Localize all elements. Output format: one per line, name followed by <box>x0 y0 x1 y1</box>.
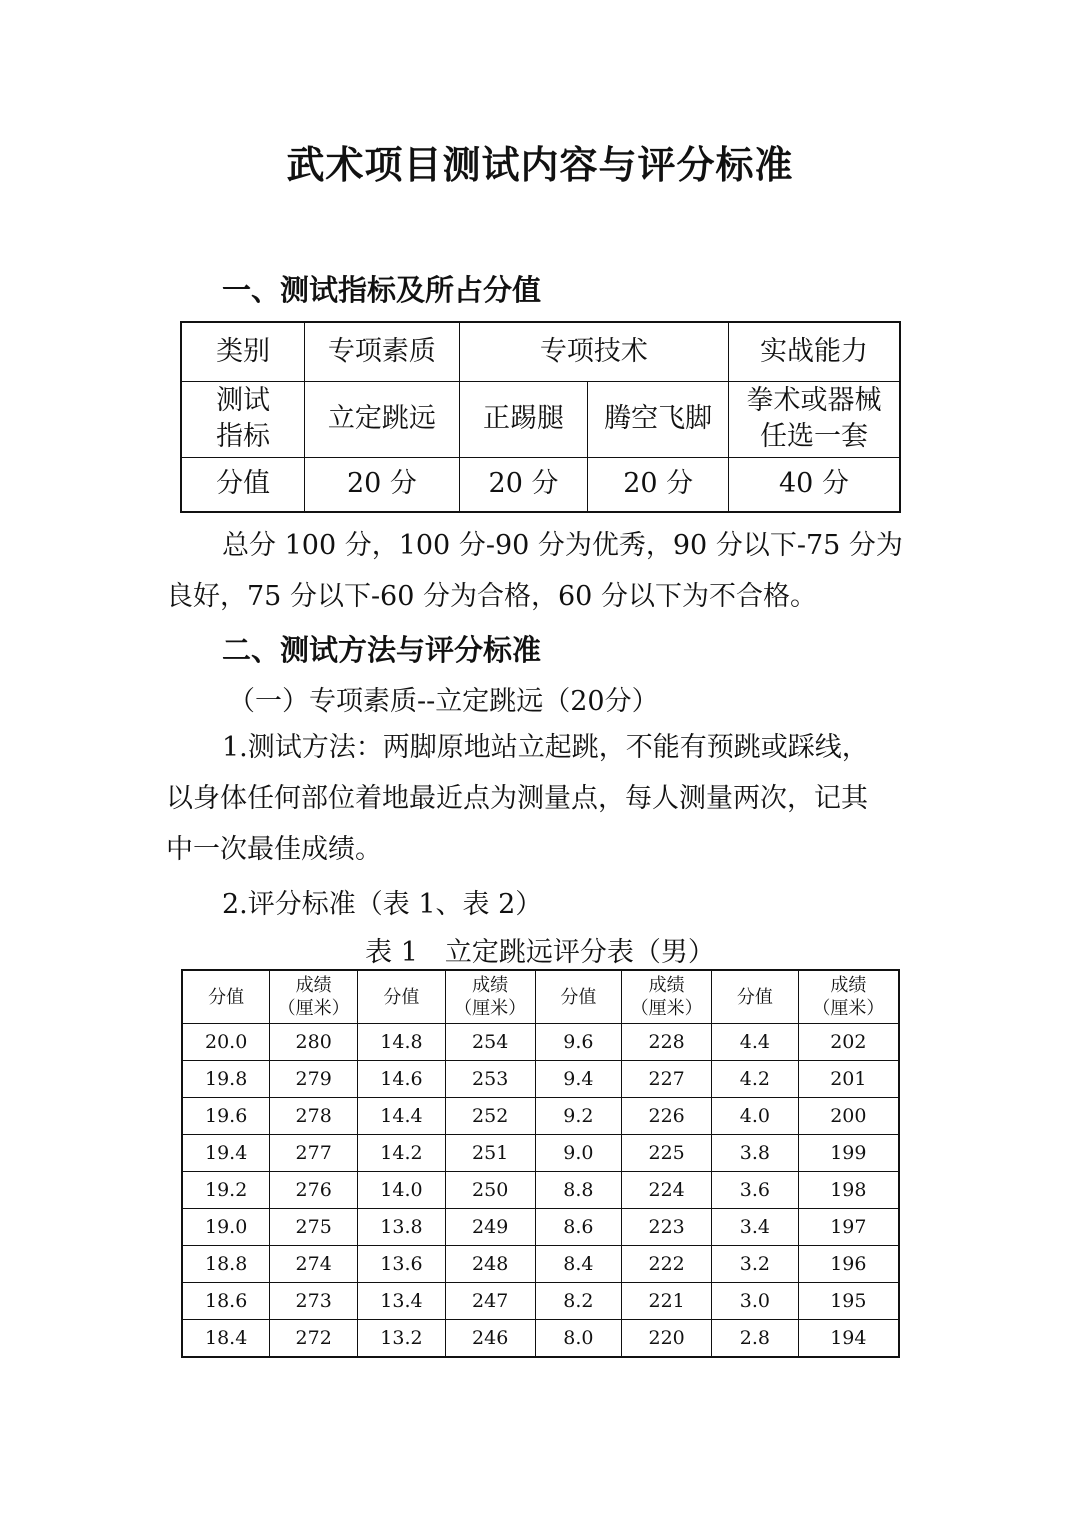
cell-line: 任选一套 <box>759 421 868 452</box>
table-cell: 20 分 <box>588 457 729 512</box>
table-cell: 13.6 <box>358 1246 446 1283</box>
table-row <box>182 1135 899 1172</box>
table-cell: 252 <box>445 1098 535 1135</box>
table-cell: 9.4 <box>535 1061 622 1098</box>
table-cell: 4.0 <box>712 1098 799 1135</box>
table-cell: 276 <box>270 1172 358 1209</box>
header-score: 分值 <box>182 970 270 1024</box>
table-cell: 专项技术 <box>459 322 728 381</box>
table-cell: 2.8 <box>712 1320 799 1358</box>
cell-line: 指标 <box>216 421 271 452</box>
text-line <box>166 520 926 571</box>
scoring-criteria: 2.评分标准（表 1、表 2） <box>222 889 543 920</box>
table-cell: 220 <box>622 1320 712 1358</box>
table-cell: 280 <box>270 1024 358 1061</box>
index-table <box>180 321 901 513</box>
score-note <box>166 520 926 622</box>
table-cell: 13.8 <box>358 1209 446 1246</box>
table-cell: 279 <box>270 1061 358 1098</box>
table-cell: 275 <box>270 1209 358 1246</box>
table-cell: 273 <box>270 1283 358 1320</box>
header-score: 分值 <box>358 970 446 1024</box>
table-cell: 254 <box>445 1024 535 1061</box>
header-result <box>798 970 899 1024</box>
table-cell: 277 <box>270 1135 358 1172</box>
table-cell: 228 <box>622 1024 712 1061</box>
header-line: （厘米） <box>812 998 885 1019</box>
header-score: 分值 <box>712 970 799 1024</box>
table-cell: 272 <box>270 1320 358 1358</box>
table-cell: 20.0 <box>182 1024 270 1061</box>
table-cell: 专项素质 <box>305 322 460 381</box>
table-cell <box>728 381 900 457</box>
header-score: 分值 <box>535 970 622 1024</box>
table-cell: 14.2 <box>358 1135 446 1172</box>
table-cell: 3.6 <box>712 1172 799 1209</box>
table-cell: 19.2 <box>182 1172 270 1209</box>
test-method <box>166 722 926 875</box>
text-line: 良好，75 分以下-60 分为合格，60 分以下为不合格。 <box>166 581 817 612</box>
text-span: 1.测试方法：两脚原地站立起跳，不能有预跳或踩线， <box>222 732 869 763</box>
table-cell: 14.0 <box>358 1172 446 1209</box>
header-line: 成绩 <box>472 975 509 996</box>
index-table-row <box>181 457 900 512</box>
table-cell: 9.6 <box>535 1024 622 1061</box>
index-table-row <box>181 322 900 381</box>
table-cell: 201 <box>798 1061 899 1098</box>
table-cell: 19.6 <box>182 1098 270 1135</box>
table-cell: 221 <box>622 1283 712 1320</box>
table-cell: 198 <box>798 1172 899 1209</box>
text-line: 中一次最佳成绩。 <box>166 834 382 865</box>
cell-line: 拳术或器械 <box>746 385 882 416</box>
table-cell: 246 <box>445 1320 535 1358</box>
table-cell: 立定跳远 <box>305 381 460 457</box>
table-cell: 4.4 <box>712 1024 799 1061</box>
header-line: 成绩 <box>830 975 867 996</box>
table-cell: 4.2 <box>712 1061 799 1098</box>
table-cell: 278 <box>270 1098 358 1135</box>
table-cell: 3.0 <box>712 1283 799 1320</box>
table-cell: 19.8 <box>182 1061 270 1098</box>
table-cell: 20 分 <box>459 457 588 512</box>
table-cell: 19.4 <box>182 1135 270 1172</box>
section2-heading: 二、测试方法与评分标准 <box>222 633 542 667</box>
table-cell: 197 <box>798 1209 899 1246</box>
table-cell: 3.8 <box>712 1135 799 1172</box>
table-cell: 14.8 <box>358 1024 446 1061</box>
table-cell: 8.8 <box>535 1172 622 1209</box>
table1-caption: 表 1 立定跳远评分表（男） <box>365 937 715 968</box>
table-cell: 实战能力 <box>728 322 900 381</box>
table-cell: 226 <box>622 1098 712 1135</box>
table-cell: 14.4 <box>358 1098 446 1135</box>
score-table <box>181 969 900 1358</box>
table-cell: 9.0 <box>535 1135 622 1172</box>
table-cell: 3.2 <box>712 1246 799 1283</box>
table-cell: 40 分 <box>728 457 900 512</box>
table-cell: 222 <box>622 1246 712 1283</box>
page-title: 武术项目测试内容与评分标准 <box>286 143 794 187</box>
header-line: 成绩 <box>648 975 685 996</box>
table-row <box>182 1320 899 1358</box>
subsection-heading: （一）专项素质--立定跳远（20分） <box>228 686 659 717</box>
table-cell: 8.2 <box>535 1283 622 1320</box>
table-cell: 13.4 <box>358 1283 446 1320</box>
table-cell: 19.0 <box>182 1209 270 1246</box>
table-cell: 202 <box>798 1024 899 1061</box>
table-cell: 200 <box>798 1098 899 1135</box>
text-span: 总分 100 分，100 分-90 分为优秀，90 分以下-75 分为 <box>222 530 903 561</box>
table-cell: 196 <box>798 1246 899 1283</box>
table-row <box>182 1098 899 1135</box>
table-cell <box>181 381 305 457</box>
table-cell: 腾空飞脚 <box>588 381 729 457</box>
table-row <box>182 1283 899 1320</box>
header-line: （厘米） <box>454 998 527 1019</box>
table-cell: 13.2 <box>358 1320 446 1358</box>
text-line <box>166 722 926 773</box>
table-cell: 194 <box>798 1320 899 1358</box>
table-cell: 18.6 <box>182 1283 270 1320</box>
table-cell: 251 <box>445 1135 535 1172</box>
table-cell: 225 <box>622 1135 712 1172</box>
table-cell: 8.0 <box>535 1320 622 1358</box>
text-line: 以身体任何部位着地最近点为测量点，每人测量两次，记其 <box>166 783 868 814</box>
table-cell: 14.6 <box>358 1061 446 1098</box>
table-cell: 18.8 <box>182 1246 270 1283</box>
table-cell: 223 <box>622 1209 712 1246</box>
table-cell: 227 <box>622 1061 712 1098</box>
header-result <box>445 970 535 1024</box>
table-cell: 20 分 <box>305 457 460 512</box>
cell-line: 测试 <box>216 385 271 416</box>
table-cell: 分值 <box>181 457 305 512</box>
header-result <box>270 970 358 1024</box>
table-cell: 250 <box>445 1172 535 1209</box>
table-row <box>182 1172 899 1209</box>
table-cell: 8.6 <box>535 1209 622 1246</box>
table-cell: 224 <box>622 1172 712 1209</box>
table-cell: 正踢腿 <box>459 381 588 457</box>
table-row <box>182 1209 899 1246</box>
score-table-header <box>182 970 899 1024</box>
table-cell: 8.4 <box>535 1246 622 1283</box>
table-row <box>182 1246 899 1283</box>
table-row <box>182 1061 899 1098</box>
table-cell: 274 <box>270 1246 358 1283</box>
table-cell: 247 <box>445 1283 535 1320</box>
table-cell: 248 <box>445 1246 535 1283</box>
table-row <box>182 1024 899 1061</box>
table-cell: 199 <box>798 1135 899 1172</box>
header-result <box>622 970 712 1024</box>
header-line: （厘米） <box>630 998 703 1019</box>
table-cell: 18.4 <box>182 1320 270 1358</box>
table-cell: 253 <box>445 1061 535 1098</box>
section1-heading: 一、测试指标及所占分值 <box>222 273 542 307</box>
table-cell: 9.2 <box>535 1098 622 1135</box>
table-cell: 249 <box>445 1209 535 1246</box>
header-line: 成绩 <box>295 975 332 996</box>
index-table-row <box>181 381 900 457</box>
header-line: （厘米） <box>277 998 350 1019</box>
table-cell: 3.4 <box>712 1209 799 1246</box>
table-cell: 195 <box>798 1283 899 1320</box>
table-cell: 类别 <box>181 322 305 381</box>
